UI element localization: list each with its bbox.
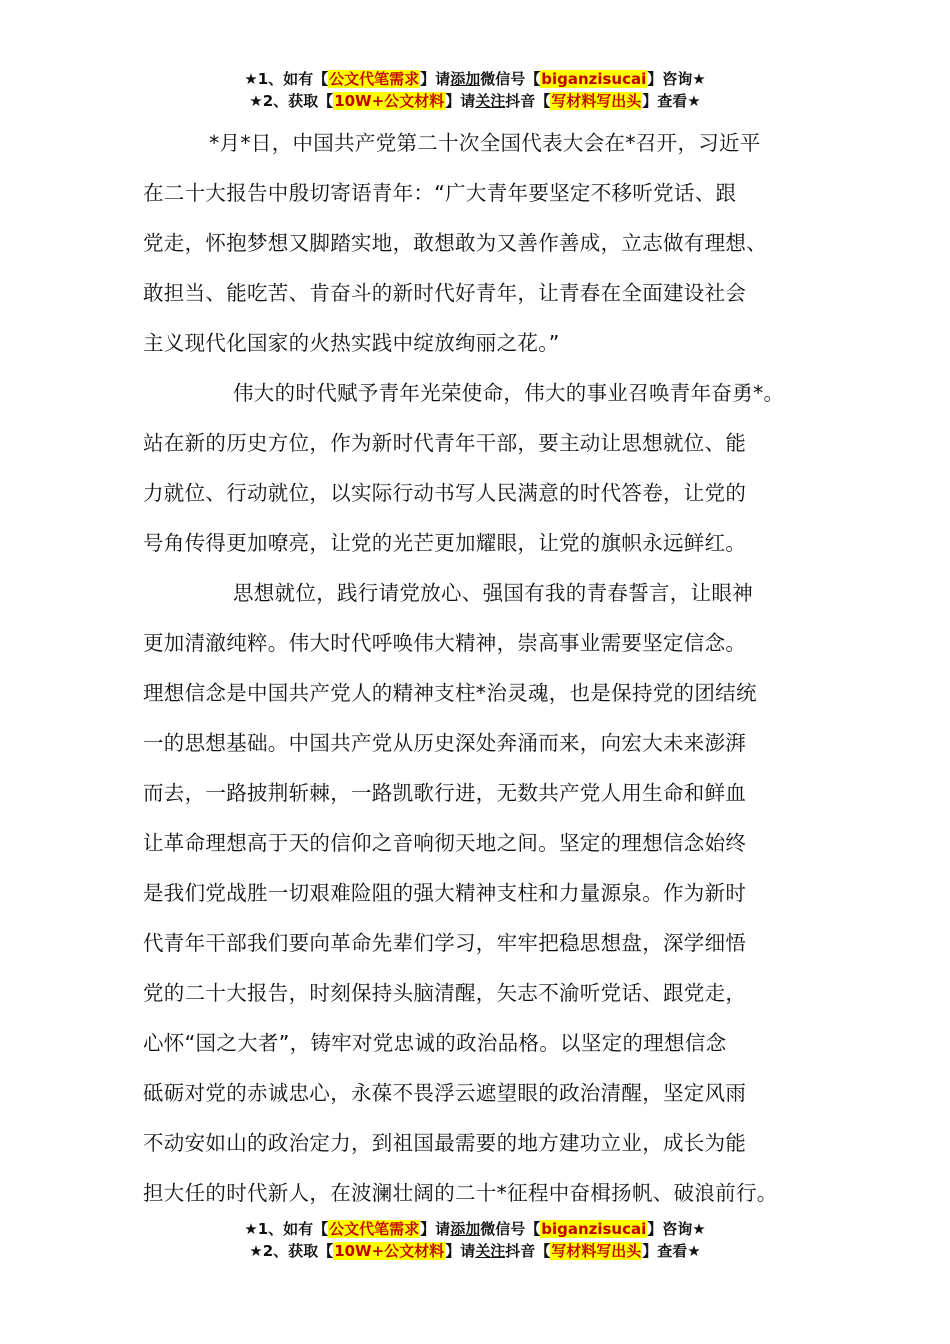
text-line: 力就位、行动就位，以实际行动书写人民满意的时代答卷，让党的 (143, 481, 747, 505)
banner-text: ★2、获取【 (249, 92, 334, 110)
banner-text: 】咨询★ (647, 70, 706, 88)
banner-text: 】请 (420, 70, 451, 88)
banner-text: 微信号【 (480, 70, 541, 88)
banner-text: ★1、如有【 (244, 70, 329, 88)
text-line: 担大任的时代新人，在波澜壮阔的二十*征程中奋楫扬帆、破浪前行。 (143, 1181, 778, 1205)
banner-text: 】查看★ (642, 92, 701, 110)
banner-underlined-text: 关注 (475, 92, 506, 110)
banner-text: ★2、获取【 (249, 1242, 334, 1260)
text-line: 思想就位，践行请党放心、强国有我的青春誓言，让眼神 (233, 581, 753, 605)
text-line: 党走，怀抱梦想又脚踏实地，敢想敢为又善作善成，立志做有理想、 (143, 231, 767, 255)
text-line: 伟大的时代赋予青年光荣使命，伟大的事业召唤青年奋勇*。 (233, 381, 785, 405)
text-line: 代青年干部我们要向革命先辈们学习，牢牢把稳思想盘，深学细悟 (143, 931, 747, 955)
text-line: 党的二十大报告，时刻保持头脑清醒，矢志不渝听党话、跟党走， (143, 981, 747, 1005)
text-line: 号角传得更加嘹亮，让党的光芒更加耀眼，让党的旗帜永远鲜红。 (143, 531, 747, 555)
text-line: *月*日，中国共产党第二十次全国代表大会在*召开，习近平 (209, 131, 761, 155)
banner-text: 抖音【 (505, 1242, 551, 1260)
banner-text: 】请 (445, 92, 476, 110)
service-highlight: 公文代笔需求 (329, 1220, 420, 1238)
text-line: 站在新的历史方位，作为新时代青年干部，要主动让思想就位、能 (143, 431, 747, 455)
text-line: 理想信念是中国共产党人的精神支柱*治灵魂，也是保持党的团结统 (143, 681, 757, 705)
text-line: 让革命理想高于天的信仰之音响彻天地之间。坚定的理想信念始终 (143, 831, 747, 855)
text-line: 敢担当、能吃苦、肯奋斗的新时代好青年，让青春在全面建设社会 (143, 281, 747, 305)
text-line: 而去，一路披荆斩棘，一路凯歌行进，无数共产党人用生命和鲜血 (143, 781, 747, 805)
douyin-account-highlight: 写材料写出头 (551, 92, 642, 110)
wechat-id-highlight: biganzisucai (541, 70, 647, 88)
text-line: 主义现代化国家的火热实践中绽放绚丽之花。” (143, 331, 560, 355)
text-line: 更加清澈纯粹。伟大时代呼唤伟大精神，崇高事业需要坚定信念。 (143, 631, 747, 655)
banner-underlined-text: 关注 (475, 1242, 506, 1260)
wechat-id-highlight: biganzisucai (541, 1220, 647, 1238)
text-line: 是我们党战胜一切艰难险阻的强大精神支柱和力量源泉。作为新时 (143, 881, 747, 905)
text-line: 心怀“国之大者”，铸牢对党忠诚的政治品格。以坚定的理想信念 (143, 1031, 727, 1055)
banner-underlined-text: 添加 (450, 1220, 481, 1238)
banner-text: 】请 (445, 1242, 476, 1260)
banner-text: ★1、如有【 (244, 1220, 329, 1238)
header-banner (0, 68, 950, 112)
text-line: 在二十大报告中殷切寄语青年：“广大青年要坚定不移听党话、跟 (143, 181, 737, 205)
banner-text: 】查看★ (642, 1242, 701, 1260)
banner-text: 微信号【 (480, 1220, 541, 1238)
text-line: 不动安如山的政治定力，到祖国最需要的地方建功立业，成长为能 (143, 1131, 747, 1155)
banner-text: 抖音【 (505, 92, 551, 110)
banner-underlined-text: 添加 (450, 70, 481, 88)
materials-highlight: 10W+公文材料 (334, 92, 445, 110)
banner-line-2 (0, 1240, 950, 1262)
materials-highlight: 10W+公文材料 (334, 1242, 445, 1260)
banner-text: 】咨询★ (647, 1220, 706, 1238)
douyin-account-highlight: 写材料写出头 (551, 1242, 642, 1260)
banner-line-1 (0, 68, 950, 90)
banner-line-1 (0, 1218, 950, 1240)
footer-banner (0, 1218, 950, 1262)
text-line: 砥砺对党的赤诚忠心，永葆不畏浮云遮望眼的政治清醒，坚定风雨 (143, 1081, 747, 1105)
text-line: 一的思想基础。中国共产党从历史深处奔涌而来，向宏大未来澎湃 (143, 731, 747, 755)
service-highlight: 公文代笔需求 (329, 70, 420, 88)
banner-text: 】请 (420, 1220, 451, 1238)
banner-line-2 (0, 90, 950, 112)
